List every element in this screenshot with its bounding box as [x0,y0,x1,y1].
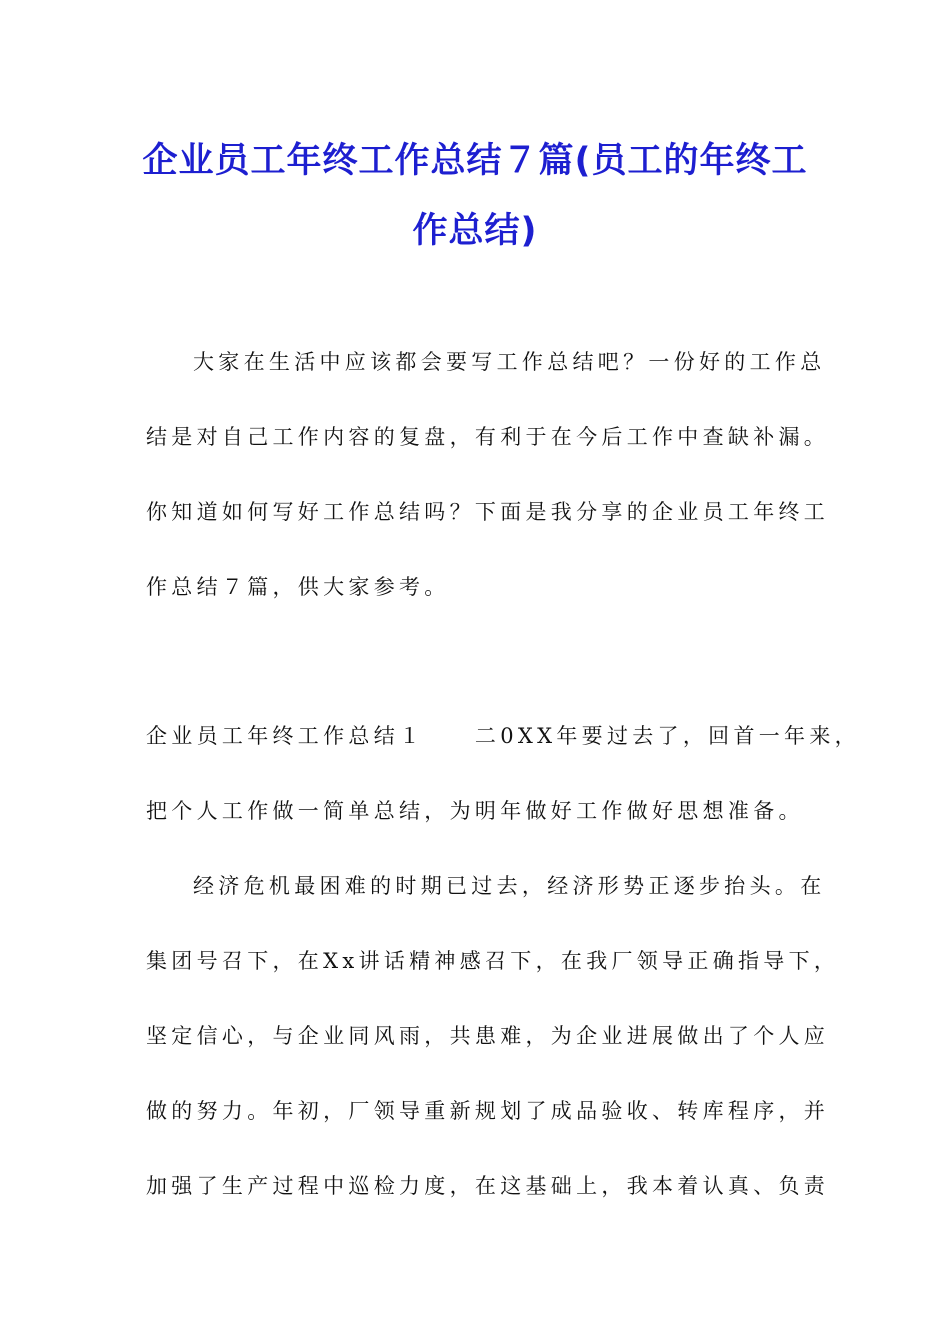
paragraph-line: 集团号召下，在Xx讲话精神感召下，在我厂领导正确指导下， [146,949,840,973]
document-title-line-1: 企业员工年终工作总结７篇(员工的年终工 [142,141,808,181]
intro-line: 作总结７篇，供大家参考。 [146,575,450,599]
document-title-line-2: 作总结) [412,211,538,251]
paragraph-line: 经济危机最困难的时期已过去，经济形势正逐步抬头。在 [193,874,826,898]
intro-line: 你知道如何写好工作总结吗？下面是我分享的企业员工年终工 [146,500,830,524]
section-heading-line: 企业员工年终工作总结１ 二0XX年要过去了，回首一年来， [146,724,860,748]
paragraph-line: 做的努力。年初，厂领导重新规划了成品验收、转库程序，并 [146,1099,830,1123]
paragraph-line: 坚定信心，与企业同风雨，共患难，为企业进展做出了个人应 [146,1024,830,1048]
intro-line: 大家在生活中应该都会要写工作总结吧？一份好的工作总 [193,350,826,374]
intro-line: 结是对自己工作内容的复盘，有利于在今后工作中查缺补漏。 [146,425,830,449]
section-body-line: 把个人工作做一简单总结，为明年做好工作做好思想准备。 [146,799,804,823]
paragraph-line: 加强了生产过程中巡检力度，在这基础上，我本着认真、负责 [146,1174,830,1198]
